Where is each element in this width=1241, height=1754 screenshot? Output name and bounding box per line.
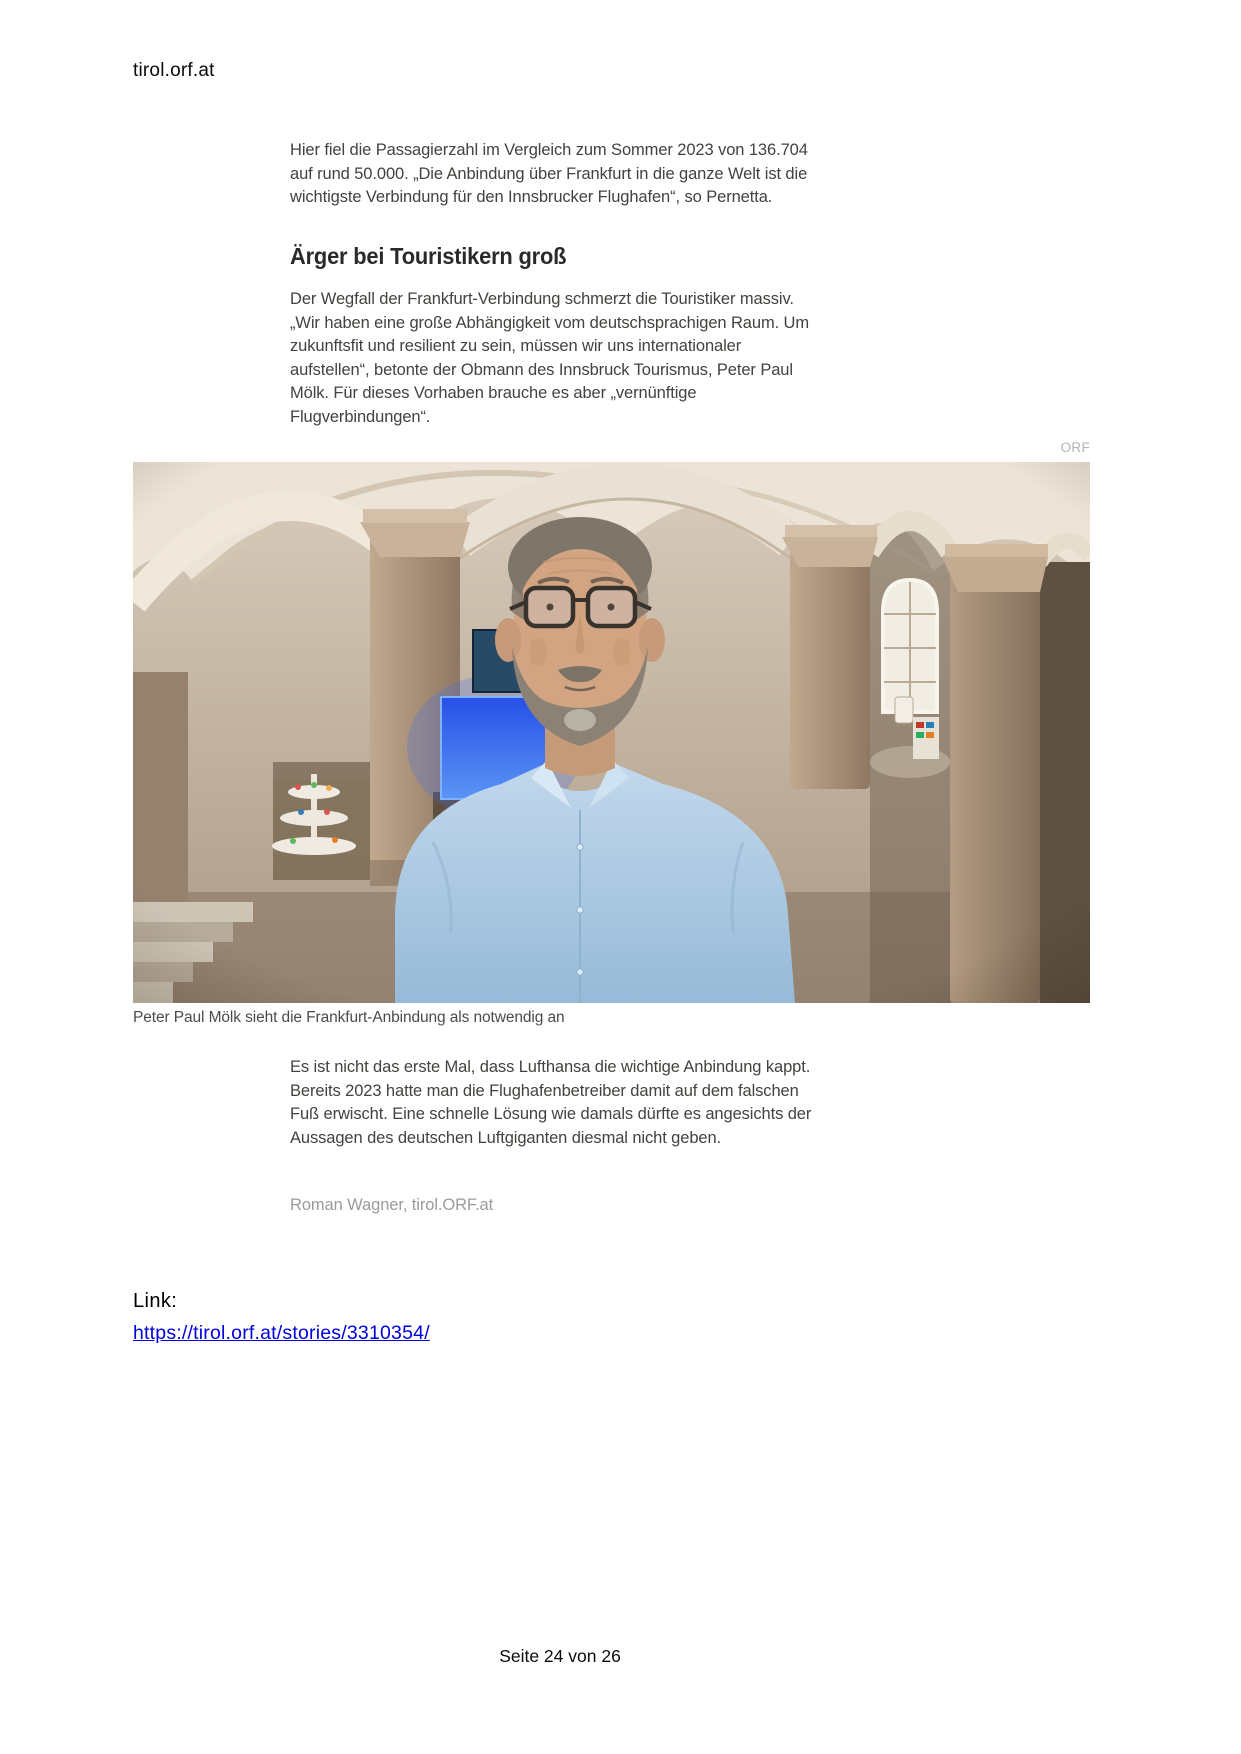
article-byline: Roman Wagner, tirol.ORF.at bbox=[290, 1196, 494, 1214]
photo-credit: ORF bbox=[1060, 440, 1090, 455]
site-header: tirol.orf.at bbox=[133, 60, 215, 81]
article-link[interactable]: https://tirol.orf.at/stories/3310354/ bbox=[133, 1322, 430, 1344]
closing-paragraph: Es ist nicht das erste Mal, dass Lufthansa die wichtige Anbindung kappt. Bereits 2023 hatte man die Flughafenbetreiber damit auf dem falschen Fuß erwischt. Eine schnelle Lösung wie damals dürfte es angesichts der Aussagen des deutschen Luftgiganten diesmal nicht geben. bbox=[290, 1058, 812, 1147]
photo-caption: Peter Paul Mölk sieht die Frankfurt-Anbindung als notwendig an bbox=[133, 1009, 565, 1026]
article-photo bbox=[133, 462, 1090, 1003]
page-number-footer: Seite 24 von 26 bbox=[499, 1646, 621, 1666]
intro-paragraph: Hier fiel die Passagierzahl im Vergleich zum Sommer 2023 von 136.704 auf rund 50.000. „Die Anbindung über Frankfurt in die ganze Welt ist die wichtigste Verbindung für den Innsbrucker Flughafen“, so Pernetta. bbox=[290, 141, 808, 206]
interview-photo-illustration bbox=[133, 462, 1090, 1003]
link-label: Link: bbox=[133, 1290, 178, 1312]
section-heading: Ärger bei Touristikern groß bbox=[290, 243, 567, 269]
section-paragraph: Der Wegfall der Frankfurt-Verbindung schmerzt die Touristiker massiv. „Wir haben eine große Abhängigkeit vom deutschsprachigen Raum. Um zukunftsfit und resilient zu sein, müssen wir uns internationaler aufstellen“, betonte der Obmann des Innsbruck Tourismus, Peter Paul Mölk. Für dieses Vorhaben brauche es aber „vernünftige Flugverbindungen“. bbox=[290, 290, 810, 426]
